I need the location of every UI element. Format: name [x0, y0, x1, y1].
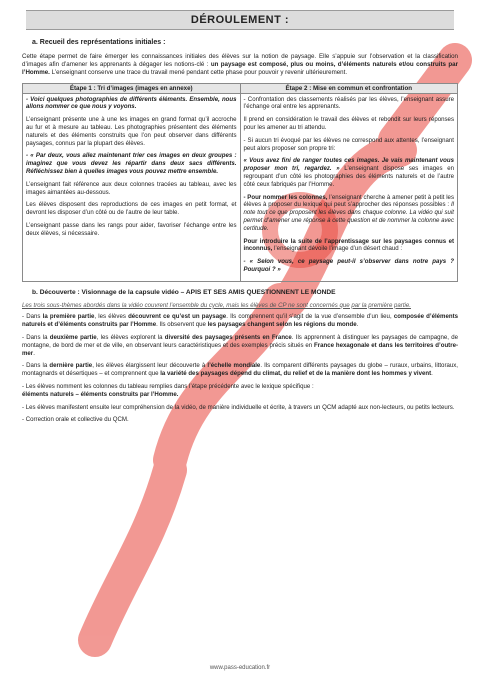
t: , les élèves explorent la — [96, 333, 165, 341]
step-2-text: L’enseignant dispose ses images en regroupant d’un côté les photographies des éléments naturels et de l’autre côté ceux fabriqués par l’Homme. — [243, 165, 454, 188]
t: . — [431, 370, 433, 378]
table-header-step-1: Étape 1 : Tri d’images (images en annexe) — [23, 83, 241, 93]
t: . Ils comparent différents paysages du globe – ruraux, urbains, littoraux, montagnards et désertiques – et comprennent que — [22, 362, 458, 378]
section-b-para — [22, 334, 458, 357]
step-1-para: Les élèves disposent des reproductions de ces images en petit format, et devront les disposer d’un côté ou de l’autre de leur table. — [26, 201, 237, 217]
intro-text-end: L’enseignant conserve une trace du travail mené pendant cette phase pour pouvoir y revenir ultérieurement. — [51, 69, 348, 77]
step-2-para — [244, 194, 455, 233]
intro-key-notion: un paysage est composé, plus ou moins, d’éléments naturels et/ou construits par l’Homme. — [22, 61, 458, 77]
watermark-stroke-4 — [95, 470, 170, 640]
intro-text: Cette étape permet de faire émerger les connaissances initiales des élèves sur la notion de paysage. Elle s’appuie sur l’observation et la classification d’images afin d’amener les apprenants à dégager les notions-clé : — [22, 53, 458, 69]
step-2-quote: « Vous avez fini de ranger toutes ces images. Je vais maintenant vous proposer mon tri, regardez. » — [243, 157, 454, 173]
b: les paysages changent selon les régions du monde — [207, 321, 357, 329]
b: la variété des paysages dépend du climat, du relief et de la manière dont les hommes y vivent — [160, 370, 432, 378]
t: . — [356, 321, 359, 329]
step-2-para: Il prend en considération le travail des élèves et rebondit sur leurs réponses pour les amener au tri attendu. — [243, 116, 454, 131]
step-2-para: - Si aucun tri évoqué par les élèves ne correspond aux attentes, l’enseignant peut alors proposer son propre tri: — [243, 136, 454, 152]
b: éléments naturels – éléments construits par l’Homme. — [22, 390, 179, 398]
t: - Dans la — [22, 333, 50, 341]
section-a-intro — [22, 53, 458, 78]
step-2-para — [244, 238, 455, 254]
b: la première partie — [42, 313, 95, 321]
step-2-italic: Il note tout ce que proposent les élèves dans chaque colonne. La vidéo qui suit permet d’amener une réponse à cette question et de nommer la colonne avec certitude. — [243, 201, 454, 232]
table-header-step-2: Étape 2 : Mise en commun et confrontation — [240, 83, 458, 93]
b: composée d’éléments naturels et d’éléments construits par l’Homme — [22, 313, 458, 329]
step-2-para: - Confrontation des classements réalisés par les élèves, l’enseignant assure l’échange oral entre les apprenants. — [243, 95, 454, 111]
step-2-text: l’enseignant dévoile l’image d’un désert chaud : — [272, 245, 403, 253]
section-b-para — [22, 313, 458, 329]
t: - Les élèves nomment les colonnes du tableau remplies dans l’étape précédente avec le lexique spécifique : — [22, 382, 314, 390]
section-b-heading: b. Découverte : Visionnage de la capsule vidéo – APIS ET SES AMIS QUESTIONNENT LE MONDE — [32, 288, 336, 296]
step-1-para: - « Par deux, vous allez maintenant trier ces images en deux groupes : imaginez que vous devez les répartir dans deux sacs différents. Réfléchissez bien à quelles images vous pouvez mettre ensemble. — [26, 152, 237, 175]
step-2-cell — [240, 93, 458, 281]
step-1-cell — [23, 93, 241, 281]
step-2-bold: Pour introduire la suite de l’apprentissage sur les paysages connus et inconnus, — [243, 237, 454, 253]
section-b-para — [22, 362, 458, 378]
b: découvrent ce qu’est un paysage — [128, 313, 227, 321]
step-1-para: - Voici quelques photographies de différents éléments. Ensemble, nous allons nommer ce que nous y voyons. — [26, 95, 237, 111]
step-1-para: L’enseignant présente une à une les images en grand format qu’il accroche au fur et à mesure au tableau. Les photographies présentent des éléments naturels et des éléments construits que l’on peut observer dans différents paysages, connus par la plupart des élèves. — [26, 116, 237, 147]
section-b-body — [22, 313, 458, 424]
section-b-para: - Correction orale et collective du QCM. — [22, 416, 129, 424]
b: dernière partie — [49, 362, 93, 370]
section-b-para — [22, 383, 458, 399]
section-b-para: - Les élèves manifestent ensuite leur compréhension de la vidéo, de manière individuelle et écrite, à travers un QCM adapté aux non-lecteurs, ou petits lecteurs. — [22, 403, 455, 411]
t: , les élèves élargissent leur découverte à — [92, 362, 208, 370]
t: - Dans la — [22, 362, 50, 370]
t: . — [33, 349, 35, 357]
step-2-para — [244, 157, 455, 188]
steps-table — [22, 83, 458, 282]
t: - Dans — [22, 313, 43, 321]
t: . Ils observent que — [156, 321, 208, 329]
step-1-para: L’enseignant passe dans les rangs pour aider, favoriser l’échange entre les deux élèves, si nécessaire. — [26, 221, 237, 237]
section-b-note: Les trois sous-thèmes abordés dans la vidéo couvrent l’ensemble du cycle, mais les élèves de CP ne sont concernés que par la première partie. — [22, 301, 411, 309]
step-2-para: - « Selon vous, ce paysage peut-il s’observer dans notre pays ? Pourquoi ? » — [243, 258, 454, 273]
t: , les élèves — [94, 313, 129, 321]
b: France hexagonale et dans les territoires d’outre-mer — [22, 341, 458, 357]
step-2-text: l’enseignant cherche à amener petit à petit les élèves à proposer du lexique qui peut s’approcher des réponses possibles : — [243, 193, 454, 209]
footer-url: www.pass-education.fr — [209, 665, 271, 671]
step-2-bold: - Pour nommer les colonnes, — [243, 193, 328, 201]
b: deuxième partie — [49, 333, 97, 341]
b: diversité des paysages présents en France — [164, 333, 292, 341]
page-title: DÉROULEMENT : — [26, 10, 454, 30]
b: l’échelle mondiale — [207, 362, 261, 370]
t: . Ils comprennent qu’il s’agit de la vue d’ensemble d’un lieu, — [226, 313, 394, 321]
document-page — [18, 10, 462, 429]
t: . Ils apprennent à distinguer les paysages de campagne, de montagne, de bord de mer et de ville, en observant leurs caractéristiques et des exemples précis situés en — [22, 333, 458, 349]
step-1-para: L’enseignant fait référence aux deux colonnes tracées au tableau, avec les images aimantées au-dessous. — [26, 180, 237, 196]
section-a-heading: a. Recueil des représentations initiales : — [32, 39, 166, 46]
